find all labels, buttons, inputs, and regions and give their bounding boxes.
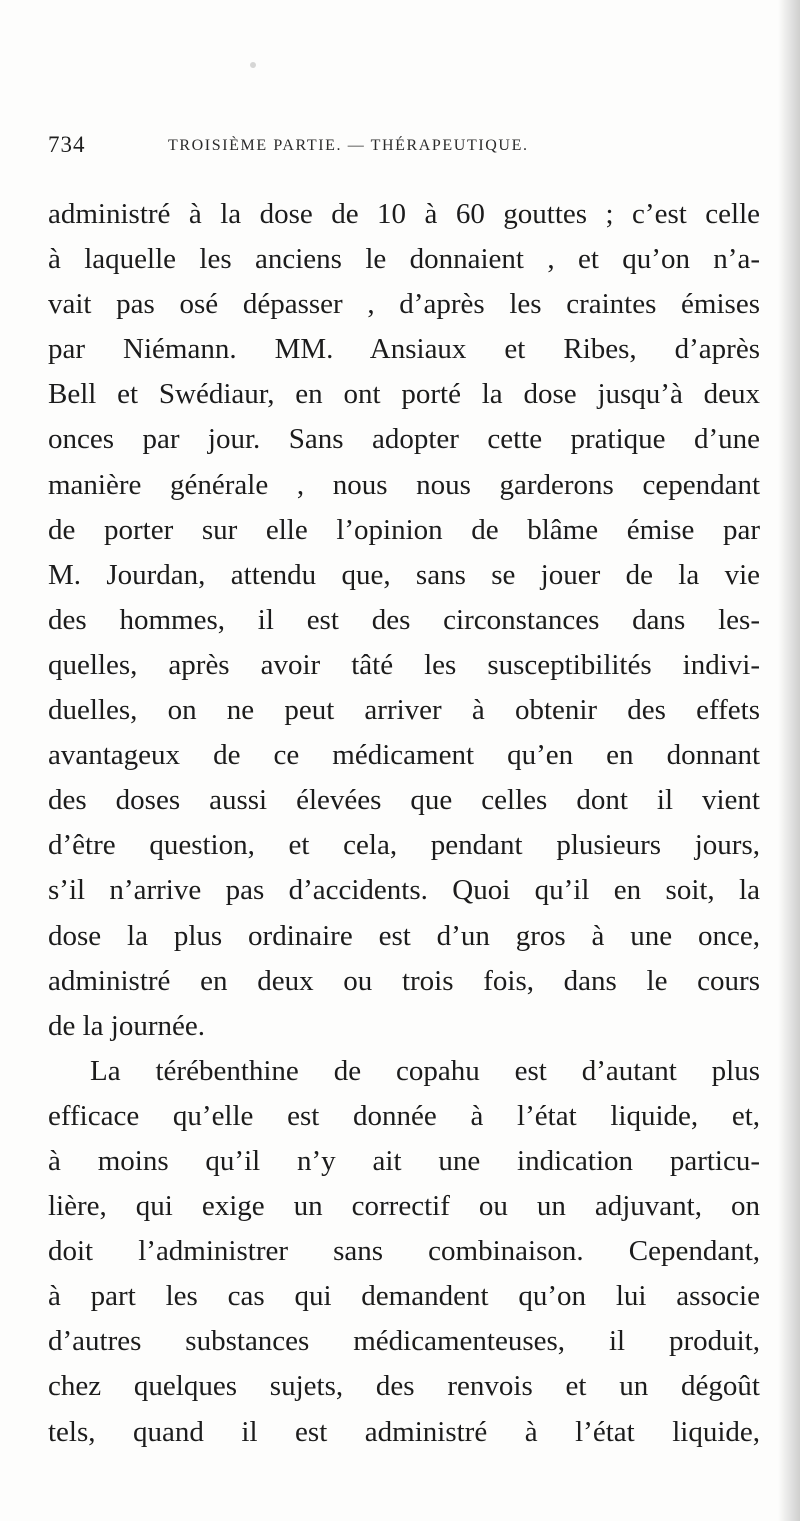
text-line: efficace qu’elle est donnée à l’état liquide, et, (48, 1099, 760, 1132)
text-line: d’être question, et cela, pendant plusieurs jours, (48, 829, 760, 862)
text-line: La térébenthine de copahu est d’autant plus (90, 1054, 760, 1087)
body-text (48, 192, 760, 1455)
paragraph-1 (48, 192, 760, 1049)
page-number: 734 (48, 132, 86, 157)
text-line: des hommes, il est des circonstances dans les- (48, 603, 760, 636)
text-line: administré à la dose de 10 à 60 gouttes ; c’est celle (48, 198, 760, 230)
text-line: M. Jourdan, attendu que, sans se jouer de la vie (48, 558, 760, 591)
text-line: s’il n’arrive pas d’accidents. Quoi qu’il en soit, la (48, 874, 760, 907)
text-line: à moins qu’il n’y ait une indication particu- (48, 1144, 760, 1177)
text-line: chez quelques sujets, des renvois et un dégoût (48, 1370, 760, 1403)
text-line: quelles, après avoir tâté les susceptibilités indivi- (48, 648, 760, 681)
text-line: des doses aussi élevées que celles dont il vient (48, 784, 760, 817)
text-line: duelles, on ne peut arriver à obtenir des effets (48, 694, 760, 727)
text-line: à part les cas qui demandent qu’on lui associe (48, 1280, 760, 1313)
text-line: par Niémann. MM. Ansiaux et Ribes, d’après (48, 333, 760, 366)
text-line: de la journée. (48, 1009, 206, 1042)
text-line: doit l’administrer sans combinaison. Cependant, (48, 1235, 760, 1268)
text-line: de porter sur elle l’opinion de blâme émise par (48, 513, 760, 546)
text-line: à laquelle les anciens le donnaient , et qu’on n’a- (48, 243, 760, 276)
text-line: vait pas osé dépasser , d’après les craintes émises (48, 288, 760, 321)
running-head (48, 132, 758, 162)
text-line: dose la plus ordinaire est d’un gros à une once, (48, 919, 760, 952)
running-head-title: TROISIÈME PARTIE. — THÉRAPEUTIQUE. (168, 137, 529, 154)
page-edge-shadow (778, 0, 800, 1521)
text-line: Bell et Swédiaur, en ont porté la dose jusqu’à deux (48, 378, 760, 411)
text-line: manière générale , nous nous garderons cependant (48, 468, 760, 501)
paragraph-2 (48, 1049, 760, 1455)
text-line: d’autres substances médicamenteuses, il produit, (48, 1325, 760, 1358)
text-line: avantageux de ce médicament qu’en en donnant (48, 739, 760, 772)
text-line: onces par jour. Sans adopter cette pratique d’une (48, 423, 760, 456)
text-line: lière, qui exige un correctif ou un adjuvant, on (48, 1190, 760, 1223)
text-line: administré en deux ou trois fois, dans le cours (48, 964, 760, 997)
paper-spot (250, 62, 256, 68)
text-line: tels, quand il est administré à l’état liquide, (48, 1415, 760, 1448)
